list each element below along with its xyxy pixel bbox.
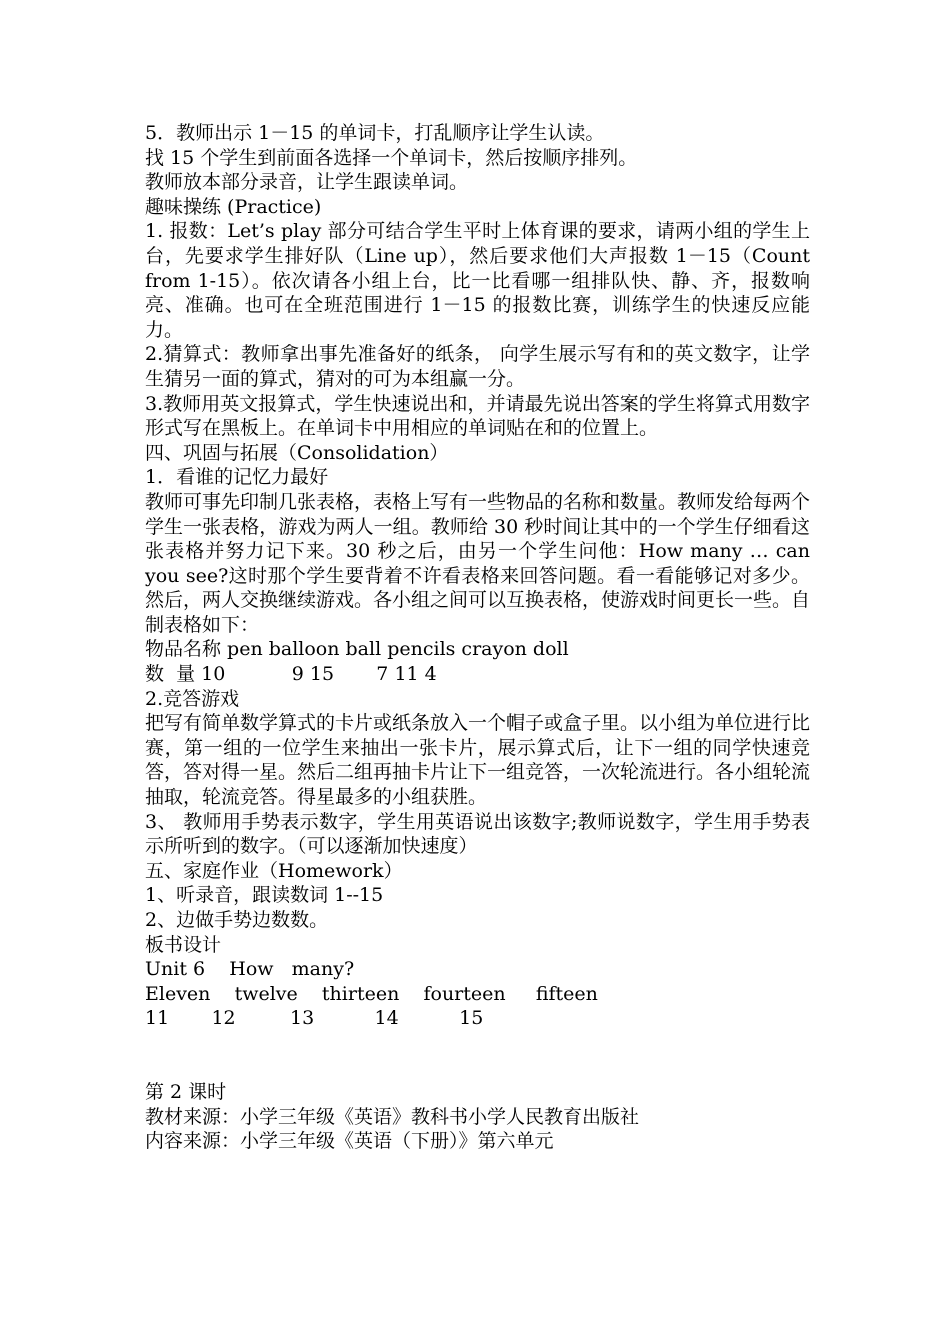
section-heading-practice: 趣味操练 (Practice) — [145, 195, 322, 218]
section-heading-homework: 五、家庭作业（Homework） — [145, 859, 403, 882]
material-source: 教材来源：小学三年级《英语》教科书小学人民教育出版社 — [145, 1105, 640, 1128]
paragraph-memory-game: 教师可事先印制几张表格，表格上写有一些物品的名称和数量。教师发给每两个学生一张表格，游戏为两人一组。教师给 30 秒时间让其中的一个学生仔细看这张表格并努力记下来。30 秒之后，由另一个学生问他：How many … can you see?这时那个学生要背着不许看表格来回答问题。看一看能够记对多少。然后，两人交换继续游戏。各小组之间可以互换表格，使游戏时间更长一些。自制表格如下： — [145, 490, 811, 636]
paragraph-guess-formula: 2.猜算式：教师拿出事先准备好的纸条， 向学生展示写有和的英文数字，让学生猜另一面的算式，猜对的可为本组赢一分。 — [145, 343, 810, 390]
paragraph-hand-gestures: 3、 教师用手势表示数字，学生用英语说出该数字;教师说数字，学生用手势表示所听到的数字。（可以逐渐加快速度） — [145, 810, 810, 858]
board-design-heading: 板书设计 — [145, 933, 222, 956]
board-number-words: Eleven twelve thirteen fourteen fifteen — [145, 982, 598, 1005]
section-heading-consolidation: 四、巩固与拓展（Consolidation） — [145, 441, 449, 464]
content-source: 内容来源：小学三年级《英语（下册）》第六单元 — [145, 1130, 554, 1153]
text-line: 5．教师出示 1－15 的单词卡，打乱顺序让学生认读。 — [145, 122, 605, 144]
text-line: 找 15 个学生到前面各选择一个单词卡，然后按顺序排列。 — [145, 146, 638, 169]
text-line: 教师放本部分录音，让学生跟读单词。 — [145, 171, 469, 194]
lesson-number: 第 2 课时 — [145, 1081, 227, 1104]
homework-item: 1、听录音，跟读数词 1--15 — [145, 884, 384, 907]
board-unit-title: Unit 6 How many? — [145, 958, 355, 981]
subheading-quiz-game: 2.竞答游戏 — [145, 687, 240, 710]
paragraph-teacher-formula: 3.教师用英文报算式，学生快速说出和，并请最先说出答案的学生将算式用数字形式写在黑板上。在单词卡中用相应的单词贴在和的位置上。 — [145, 392, 810, 440]
blank-line — [145, 1031, 810, 1056]
paragraph-count-off: 1. 报数：Let’s play 部分可结合学生平时上体育课的要求，请两小组的学生上台，先要求学生排好队（Line up），然后要求他们大声报数 1－15（Count from 1-15）。依次请各小组上台，比一比看哪一组排队快、静、齐，报数响亮、准确。也可在全班范围进行 1－15 的报数比赛，训练学生的快速反应能力。 — [145, 220, 810, 341]
table-row-quantities: 数 量 10 9 15 7 11 4 — [145, 663, 437, 686]
table-row-item-names: 物品名称 pen balloon ball pencils crayon doll — [145, 638, 569, 661]
paragraph-quiz-game: 把写有简单数学算式的卡片或纸条放入一个帽子或盒子里。以小组为单位进行比赛，第一组的一位学生来抽出一张卡片，展示算式后，让下一组的同学快速竞答，答对得一星。然后二组再抽卡片让下一组竞答，一次轮流进行。各小组轮流抽取，轮流竞答。得星最多的小组获胜。 — [145, 712, 811, 809]
subheading-memory-game: 1．看谁的记忆力最好 — [145, 466, 329, 489]
document-body — [145, 121, 810, 1154]
blank-line — [145, 1056, 810, 1081]
homework-item: 2、边做手势边数数。 — [145, 909, 329, 931]
board-numbers: 11 12 13 14 15 — [145, 1007, 484, 1030]
